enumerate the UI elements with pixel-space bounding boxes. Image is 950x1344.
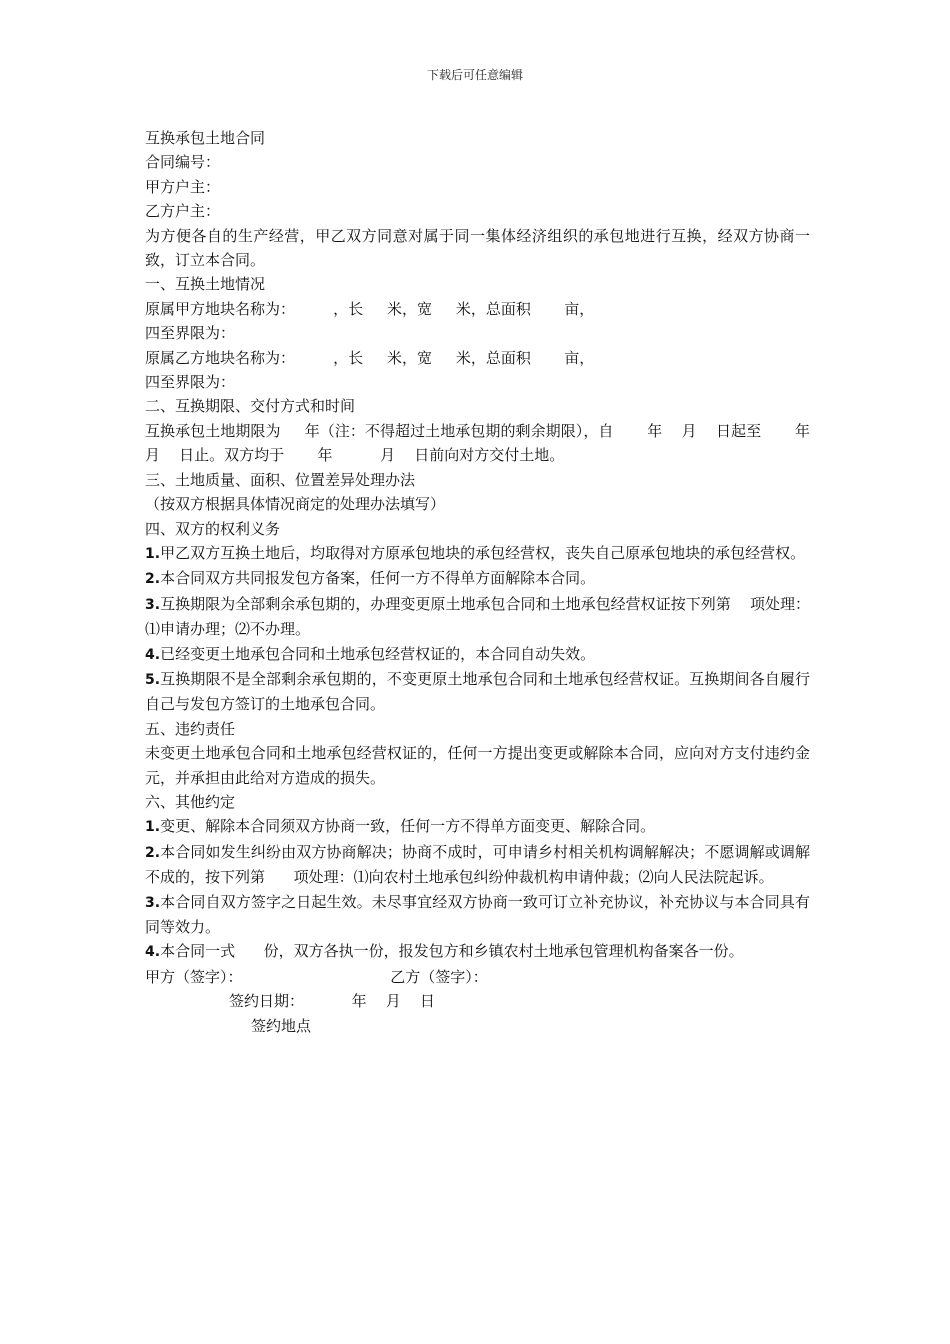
party-b-householder: 乙方户主： bbox=[145, 202, 221, 221]
section-4-item bbox=[145, 541, 810, 566]
item-number: 3. bbox=[145, 894, 161, 911]
item-number: 4. bbox=[145, 944, 161, 961]
page-header: 下载后可任意编辑 bbox=[426, 68, 523, 82]
section-5-text: 未变更土地承包合同和土地承包经营权证的，任何一方提出变更或解除本合同，应向对方支付违约金 元，并承担由此给对方造成的损失。 bbox=[145, 744, 839, 787]
item-text: 互换期限不是全部剩余承包期的，不变更原土地承包合同和土地承包经营权证。互换期间各自履行自己与发包方签订的土地承包合同。 bbox=[145, 669, 810, 714]
item-text: 已经变更土地承包合同和土地承包经营权证的，本合同自动失效。 bbox=[160, 644, 596, 663]
section-4-item bbox=[145, 667, 810, 717]
signing-date: 签约日期： 年 月 日 bbox=[229, 992, 435, 1011]
signature-line: 甲方（签字）： 乙方（签字）： bbox=[145, 967, 488, 986]
contract-number: 合同编号： bbox=[145, 153, 221, 172]
section-1-heading: 一、互换土地情况 bbox=[145, 275, 266, 294]
item-number: 5. bbox=[145, 671, 161, 688]
party-a-boundaries: 四至界限为： bbox=[145, 324, 236, 343]
section-6-item bbox=[145, 814, 810, 839]
item-number: 2. bbox=[145, 571, 161, 588]
section-6-item bbox=[145, 890, 810, 940]
section-3-note: （按双方根据具体情况商定的处理办法填写） bbox=[145, 495, 446, 514]
section-4-item bbox=[145, 592, 810, 642]
section-4-item bbox=[145, 642, 810, 667]
signing-place: 签约地点 bbox=[251, 1016, 312, 1035]
item-text: 互换期限为全部剩余承包期的，办理变更原土地承包合同和土地承包经营权证按下列第 项处理：⑴申请办理；⑵不办理。 bbox=[145, 594, 810, 639]
party-a-plot: 原属甲方地块名称为： ，长 米，宽 米，总面积 亩， bbox=[145, 299, 595, 318]
section-2-heading: 二、互换期限、交付方式和时间 bbox=[145, 397, 356, 416]
item-number: 4. bbox=[145, 646, 161, 663]
item-number: 3. bbox=[145, 596, 161, 613]
party-b-plot: 原属乙方地块名称为： ，长 米，宽 米，总面积 亩， bbox=[145, 348, 595, 367]
item-text: 本合同如发生纠纷由双方协商解决；协商不成时，可申请乡村相关机构调解解决；不愿调解或调解不成的，按下列第 项处理：⑴向农村土地承包纠纷仲裁机构申请仲裁；⑵向人民法院起诉。 bbox=[145, 842, 810, 887]
contract-document bbox=[145, 126, 839, 1038]
section-4-item bbox=[145, 566, 810, 591]
section-4-heading: 四、双方的权利义务 bbox=[145, 519, 281, 538]
section-2-text: 互换承包土地期限为 年（注：不得超过土地承包期的剩余期限），自 年 月 日起至 年 月 日止。双方均于 年 月 日前向对方交付土地。 bbox=[145, 421, 830, 465]
party-b-boundaries: 四至界限为： bbox=[145, 373, 236, 392]
item-text: 本合同一式 份，双方各执一份，报发包方和乡镇农村土地承包管理机构备案各一份。 bbox=[160, 942, 744, 961]
section-3-heading: 三、土地质量、面积、位置差异处理办法 bbox=[145, 470, 416, 489]
party-a-householder: 甲方户主： bbox=[145, 177, 221, 196]
item-number: 1. bbox=[145, 819, 161, 836]
item-text: 变更、解除本合同须双方协商一致，任何一方不得单方面变更、解除合同。 bbox=[160, 817, 656, 836]
contract-title: 互换承包土地合同 bbox=[145, 129, 266, 147]
section-6-item bbox=[145, 939, 810, 964]
section-6-heading: 六、其他约定 bbox=[145, 792, 236, 811]
item-number: 2. bbox=[145, 844, 161, 861]
item-text: 本合同双方共同报发包方备案，任何一方不得单方面解除本合同。 bbox=[160, 569, 596, 588]
item-number: 1. bbox=[145, 545, 161, 562]
section-5-heading: 五、违约责任 bbox=[145, 719, 236, 738]
item-text: 甲乙双方互换土地后，均取得对方原承包地块的承包经营权，丧失自己原承包地块的承包经营权。 bbox=[160, 543, 806, 562]
preamble: 为方便各自的生产经营，甲乙双方同意对属于同一集体经济组织的承包地进行互换，经双方协商一致，订立本合同。 bbox=[145, 226, 810, 270]
item-text: 本合同自双方签字之日起生效。未尽事宜经双方协商一致可订立补充协议，补充协议与本合同具有同等效力。 bbox=[145, 892, 810, 936]
section-6-item bbox=[145, 840, 810, 890]
